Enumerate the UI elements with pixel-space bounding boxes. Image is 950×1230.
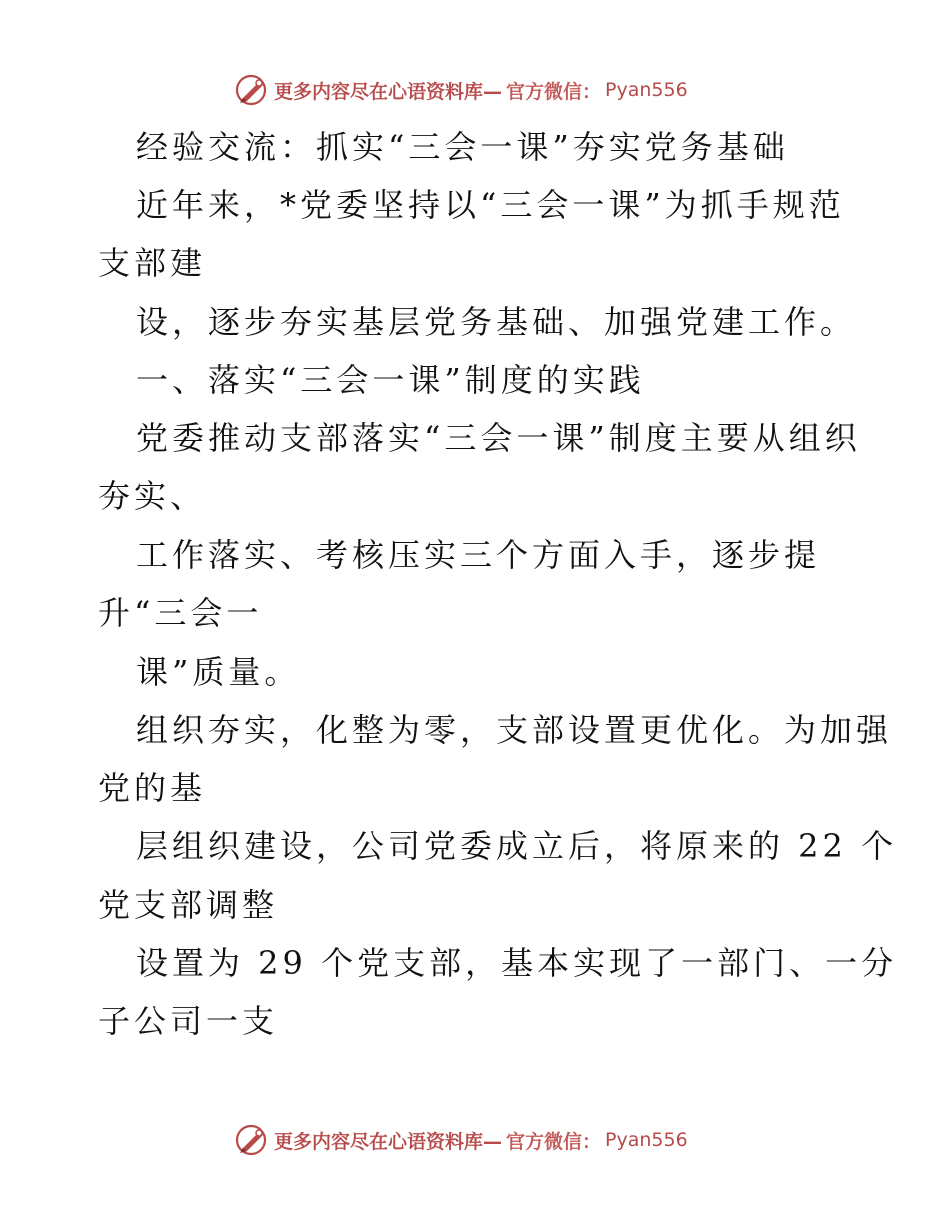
text-line: 课”质量。	[136, 653, 301, 691]
watermark-label: 官方微信：	[506, 1130, 602, 1153]
text-line: 工作落实、考核压实三个方面入手，逐步提	[136, 536, 821, 574]
text-line: 设，逐步夯实基层党务基础、加强党建工作。	[136, 303, 857, 341]
section-heading: 一、落实“三会一课”制度的实践	[136, 361, 645, 399]
text-line: 支部建	[98, 244, 207, 282]
text-line: 层组织建设，公司党委成立后，将原来的 22 个	[136, 827, 898, 865]
watermark-text: 更多内容尽在心语资料库—	[274, 1130, 503, 1153]
text-line: 夯实、	[98, 477, 207, 515]
pen-logo-icon	[234, 1122, 270, 1158]
text-line: 党支部调整	[98, 886, 279, 924]
text-line: 近年来，*党委坚持以“三会一课”为抓手规范	[136, 186, 845, 224]
footer-watermark	[234, 1122, 688, 1158]
text-line: 子公司一支	[98, 1002, 279, 1040]
text-line: 升“三会一	[98, 594, 263, 632]
watermark-wechat-id: Pyan556	[605, 79, 688, 101]
watermark-label: 官方微信：	[506, 80, 602, 103]
document-title: 经验交流：抓实“三会一课”夯实党务基础	[136, 128, 789, 166]
watermark-wechat-id: Pyan556	[605, 1129, 688, 1151]
text-line: 设置为 29 个党支部，基本实现了一部门、一分	[136, 944, 898, 982]
text-line: 组织夯实，化整为零，支部设置更优化。为加强	[136, 711, 893, 749]
text-line: 党的基	[98, 769, 207, 807]
pen-logo-icon	[234, 72, 270, 108]
text-line: 党委推动支部落实“三会一课”制度主要从组织	[136, 419, 861, 457]
header-watermark	[234, 72, 688, 108]
watermark-text: 更多内容尽在心语资料库—	[274, 80, 503, 103]
